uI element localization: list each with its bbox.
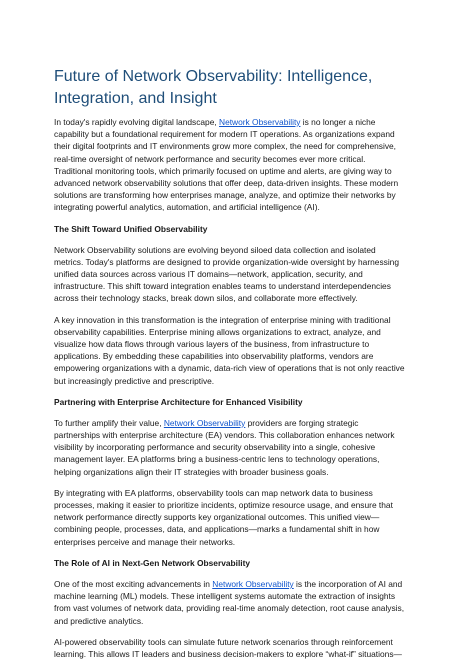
section-heading-ai-role: The Role of AI in Next-Gen Network Observability bbox=[54, 557, 251, 568]
ai-role-paragraph-2: AI-powered observability tools can simulate future network scenarios through reinforcement learning. This allows IT leaders and business decision-makers to explore “what-if” situations— bbox=[54, 636, 402, 659]
ai-role-paragraph-1 bbox=[54, 578, 405, 627]
document-title: Future of Network Observability: Intelligence, Integration, and Insight bbox=[54, 68, 373, 107]
paragraph-text: In today's rapidly evolving digital landscape, bbox=[54, 117, 220, 127]
paragraph-text: To further amplify their value, bbox=[54, 417, 164, 428]
network-observability-link[interactable]: Network Observability bbox=[219, 117, 301, 127]
unified-observability-paragraph-1: Network Observability solutions are evolving beyond siloed data collection and isolated metrics. Today's platforms are designed to provide organization-wide oversight by harnessing unified data sources across various IT domains—network, application, security, and infrastructure. This shift toward integration enables teams to understand interdependencies across their technology stacks, break down silos, and collaborate more effectively. bbox=[54, 244, 399, 304]
section-heading-unified-observability: The Shift Toward Unified Observability bbox=[54, 223, 208, 234]
network-observability-link[interactable]: Network Observability bbox=[163, 417, 246, 428]
intro-paragraph bbox=[54, 116, 405, 214]
enterprise-architecture-paragraph-2: By integrating with EA platforms, observability tools can map network data to business processes, making it easier to prioritize incidents, optimize resource usage, and ensure that network performance directly supports key organizational outcomes. This unified view—combining people, processes, data, and applications—marks a fundamental shift in how enterprises perceive and manage their networks. bbox=[54, 487, 393, 547]
paragraph-text: is the incorporation of AI and machine learning (ML) models. These intelligent systems automate the extraction of insights from vast volumes of network data, providing real-time anomaly detection, root cause analysis, and predictive analytics. bbox=[54, 578, 405, 626]
paragraph-text: One of the most exciting advancements in bbox=[54, 578, 213, 589]
network-observability-link[interactable]: Network Observability bbox=[212, 578, 294, 589]
enterprise-architecture-paragraph-1 bbox=[54, 417, 405, 478]
unified-observability-paragraph-2: A key innovation in this transformation is the integration of enterprise mining with traditional observability capabilities. Enterprise mining allows organizations to extract, analyze, and visualize how data flows through various layers of the business, from infrastructure to applications. By embedding these capabilities into observability platforms, vendors are empowering organizations with a dynamic, data-rich view of operations that is not only reactive but increasingly predictive and prescriptive. bbox=[54, 314, 405, 386]
paragraph-text: is no longer a niche capability but a foundational requirement for modern IT operations. As organizations expand their digital footprints and IT environments grow more complex, the need for comprehensive, real-time oversight of network performance and security becomes ever more critical. Traditional monitoring tools, which primarily focused on uptime and alerts, are giving way to advanced network observability solutions that offer deep, data-driven insights. These modern solutions are transforming how enterprises manage, analyze, and optimize their networks by integrating powerful analytics, automation, and artificial intelligence (AI). bbox=[54, 117, 399, 213]
section-heading-enterprise-architecture: Partnering with Enterprise Architecture for Enhanced Visibility bbox=[54, 396, 303, 407]
paragraph-text: providers are forging strategic partnerships with enterprise architecture (EA) vendors. This collaboration enhances network visibility by incorporating performance and security observability into a single, cohesive management layer. EA platforms bring a business-centric lens to technology operations, helping organizations align their IT strategies with broader business goals. bbox=[54, 417, 395, 477]
